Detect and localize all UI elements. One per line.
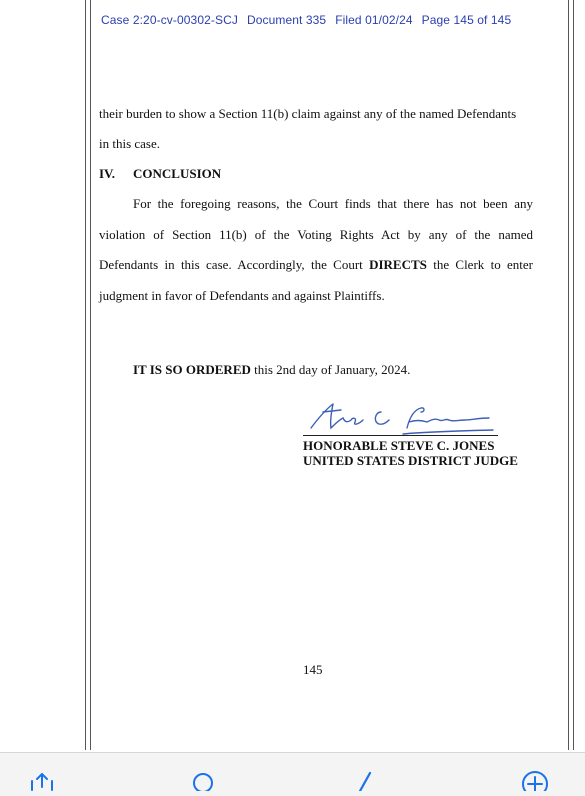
section-heading xyxy=(99,166,221,182)
page-border-left-inner xyxy=(90,0,91,750)
paragraph-line: judgment in favor of Defendants and against Plaintiffs. xyxy=(99,288,385,303)
order-bold: IT IS SO ORDERED xyxy=(133,362,251,377)
order-statement xyxy=(133,362,410,378)
page-border-right-outer xyxy=(573,0,574,750)
case-header xyxy=(101,13,520,27)
signature-image xyxy=(303,398,503,438)
page-border-right-inner xyxy=(568,0,569,750)
paragraph-line: violation of Section 11(b) of the Voting Rights Act by any of the named xyxy=(99,227,533,242)
paragraph-line: their burden to show a Section 11(b) claim against any of the named Defendants xyxy=(99,106,517,121)
add-icon[interactable] xyxy=(520,771,550,796)
order-date: this 2nd day of January, 2024. xyxy=(250,362,411,377)
paragraph-line: For the foregoing reasons, the Court finds that there has not been any xyxy=(133,196,533,211)
section-number: IV. xyxy=(99,166,116,181)
page-of-pages: Page 145 of 145 xyxy=(421,13,512,27)
page-border-left-outer xyxy=(85,0,86,750)
case-number: Case 2:20-cv-00302-SCJ xyxy=(101,13,238,27)
paragraph-line: in this case. xyxy=(99,136,161,151)
page-number: 145 xyxy=(303,662,323,677)
judge-name: HONORABLE STEVE C. JONES xyxy=(303,438,495,453)
filed-date: Filed 01/02/24 xyxy=(335,13,413,27)
markup-icon[interactable] xyxy=(352,771,380,796)
share-icon[interactable] xyxy=(28,771,56,796)
search-icon[interactable] xyxy=(190,771,218,796)
judge-block xyxy=(303,438,518,468)
bold-directs: DIRECTS xyxy=(369,257,427,272)
text-run: Defendants in this case. Accordingly, the Court xyxy=(99,257,370,272)
judge-title: UNITED STATES DISTRICT JUDGE xyxy=(303,453,518,468)
text-run: the Clerk to enter xyxy=(426,257,534,272)
bottom-toolbar xyxy=(0,752,585,790)
signature-line xyxy=(303,435,498,436)
paragraph-line xyxy=(99,257,533,272)
section-title: CONCLUSION xyxy=(133,166,222,181)
document-number: Document 335 xyxy=(246,13,327,27)
